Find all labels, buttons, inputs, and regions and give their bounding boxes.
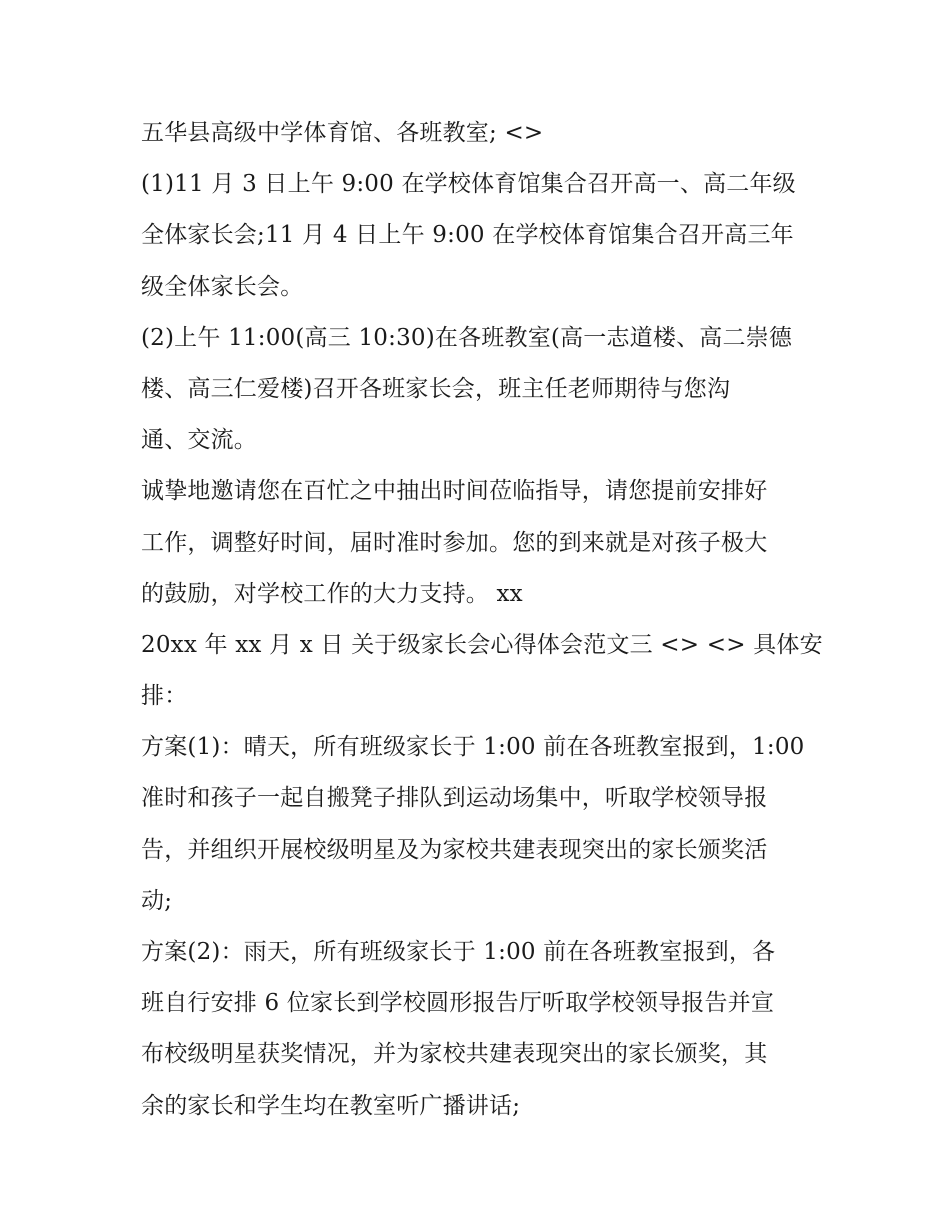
text-line: 全体家长会;11 月 4 日上午 9:00 在学校体育馆集合召开高三年 [141, 222, 794, 249]
text-line: 级全体家长会。 [141, 273, 304, 300]
text-line: 的鼓励，对学校工作的大力支持。 xx [141, 580, 523, 607]
text-line: 布校级明星获奖情况，并为家校共建表现突出的家长颁奖，其 [141, 1041, 768, 1068]
text-line: 动; [141, 887, 173, 914]
text-line: 楼、高三仁爱楼)召开各班家长会，班主任老师期待与您沟 [141, 375, 731, 402]
text-line: 余的家长和学生均在教室听广播讲话; [141, 1092, 521, 1119]
text-line: 准时和孩子一起自搬凳子排队到运动场集中，听取学校领导报 [141, 785, 768, 812]
text-line: (2)上午 11:00(高三 10:30)在各班教室(高一志道楼、高二崇德 [141, 324, 793, 351]
text-line: 20xx 年 xx 月 x 日 关于级家长会心得体会范文三 <> <> 具体安 [141, 631, 823, 658]
text-line: 排： [141, 683, 188, 710]
text-line: 告，并组织开展校级明星及为家校共建表现突出的家长颁奖活 [141, 836, 768, 863]
text-line: 方案(2)：雨天，所有班级家长于 1:00 前在各班教室报到，各 [141, 939, 776, 965]
document-body [141, 108, 821, 1132]
text-line: 方案(1)：晴天，所有班级家长于 1:00 前在各班教室报到，1:00 [141, 734, 805, 761]
text-line: 五华县高级中学体育馆、各班教室; <> [141, 120, 544, 146]
text-line: 工作，调整好时间，届时准时参加。您的到来就是对孩子极大 [141, 529, 768, 556]
text-line: 班自行安排 6 位家长到学校圆形报告厅听取学校领导报告并宣 [141, 990, 775, 1017]
text-line: 通、交流。 [141, 427, 257, 454]
text-line: (1)11 月 3 日上午 9:00 在学校体育馆集合召开高一、高二年级 [141, 171, 796, 198]
text-line: 诚挚地邀请您在百忙之中抽出时间莅临指导，请您提前安排好 [141, 478, 768, 505]
